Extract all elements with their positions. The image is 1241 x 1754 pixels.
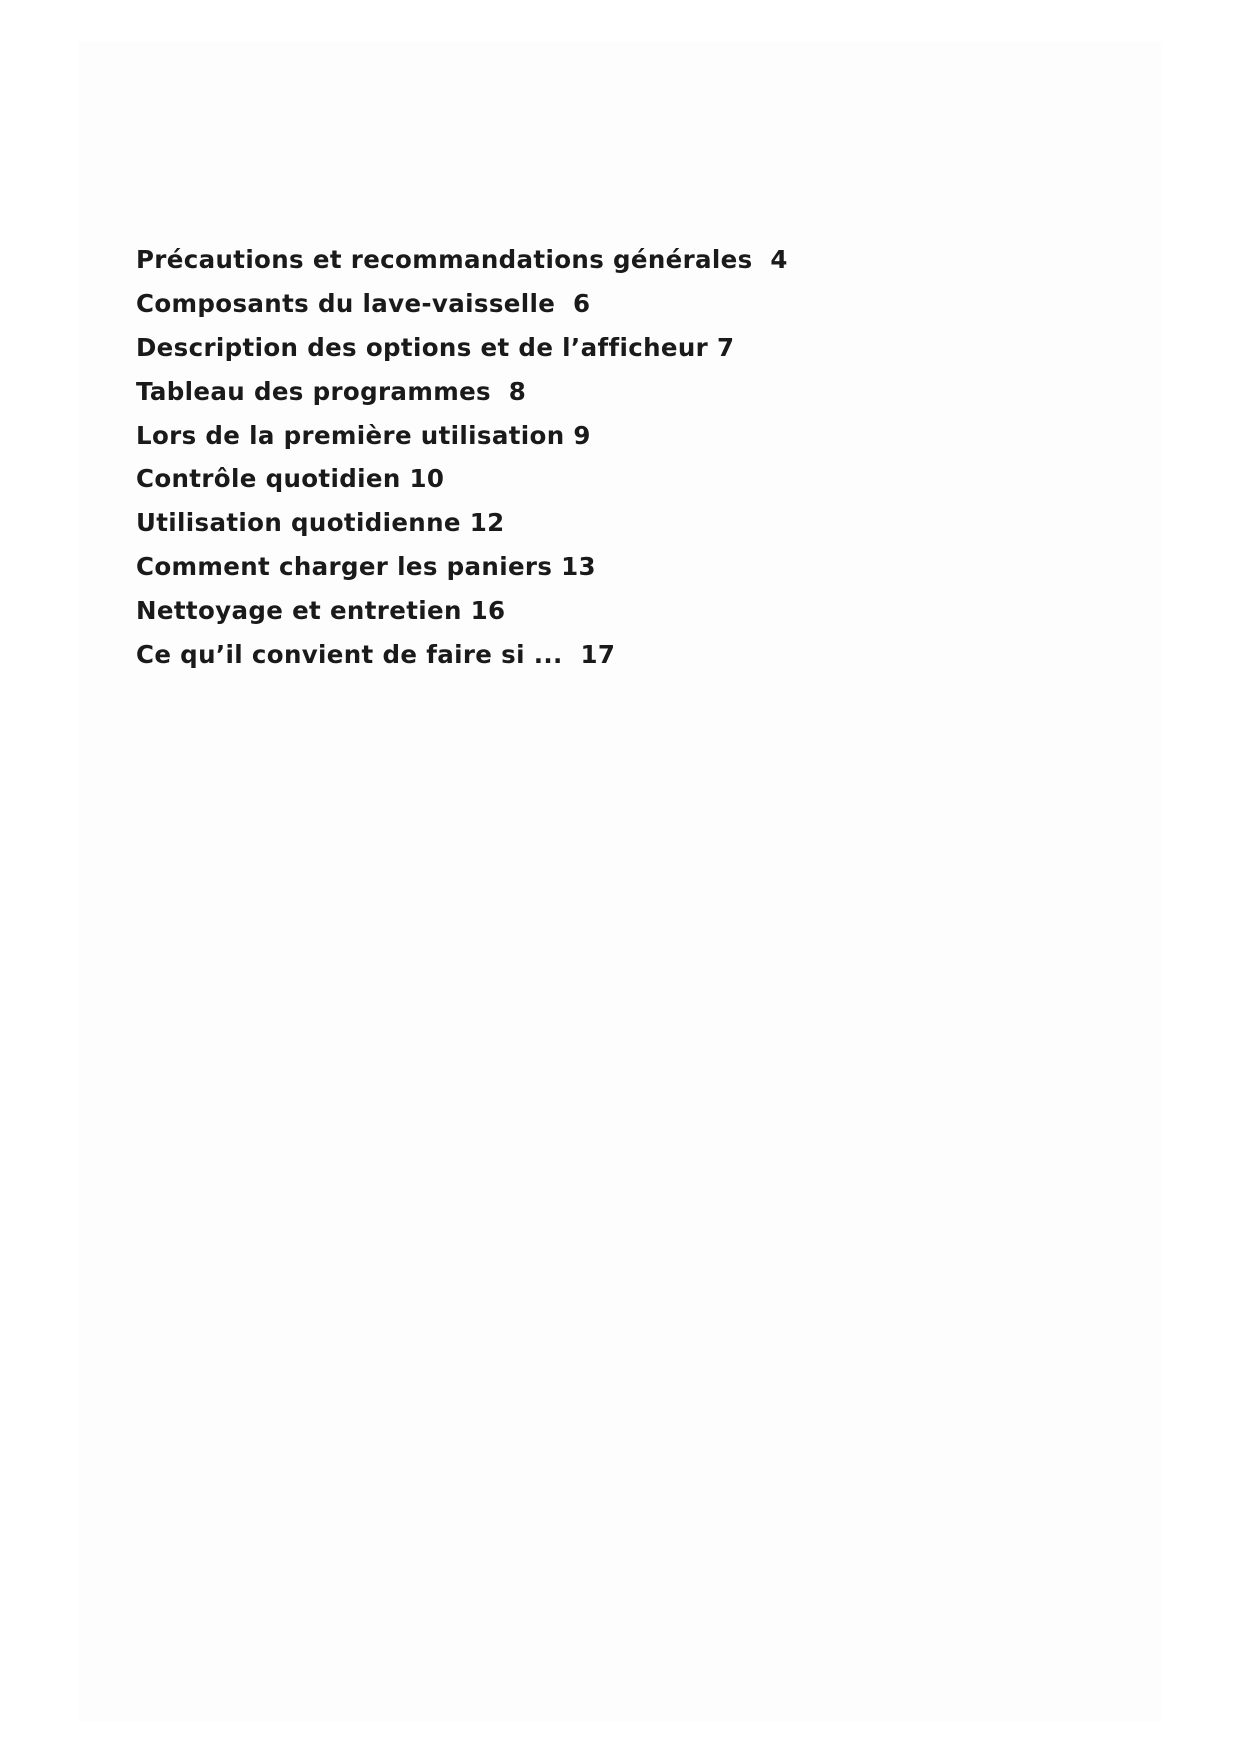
toc-entry-utilisation-quotidienne[interactable]: Utilisation quotidienne 12	[136, 508, 505, 538]
toc-entry-premiere-utilisation[interactable]: Lors de la première utilisation 9	[136, 420, 591, 450]
table-of-contents	[136, 238, 788, 677]
toc-entry-charger-paniers[interactable]: Comment charger les paniers 13	[136, 552, 596, 582]
toc-entry-nettoyage-entretien[interactable]: Nettoyage et entretien 16	[136, 596, 506, 626]
toc-entry-controle-quotidien[interactable]: Contrôle quotidien 10	[136, 464, 445, 494]
toc-entry-que-faire-si[interactable]: Ce qu’il convient de faire si ... 17	[136, 640, 616, 670]
toc-entry-composants[interactable]: Composants du lave-vaisselle 6	[136, 288, 591, 318]
toc-entry-precautions[interactable]: Précautions et recommandations générales 4	[136, 245, 788, 274]
toc-entry-description-options[interactable]: Description des options et de l’afficheur 7	[136, 332, 735, 362]
toc-entry-tableau-programmes[interactable]: Tableau des programmes 8	[136, 376, 527, 406]
